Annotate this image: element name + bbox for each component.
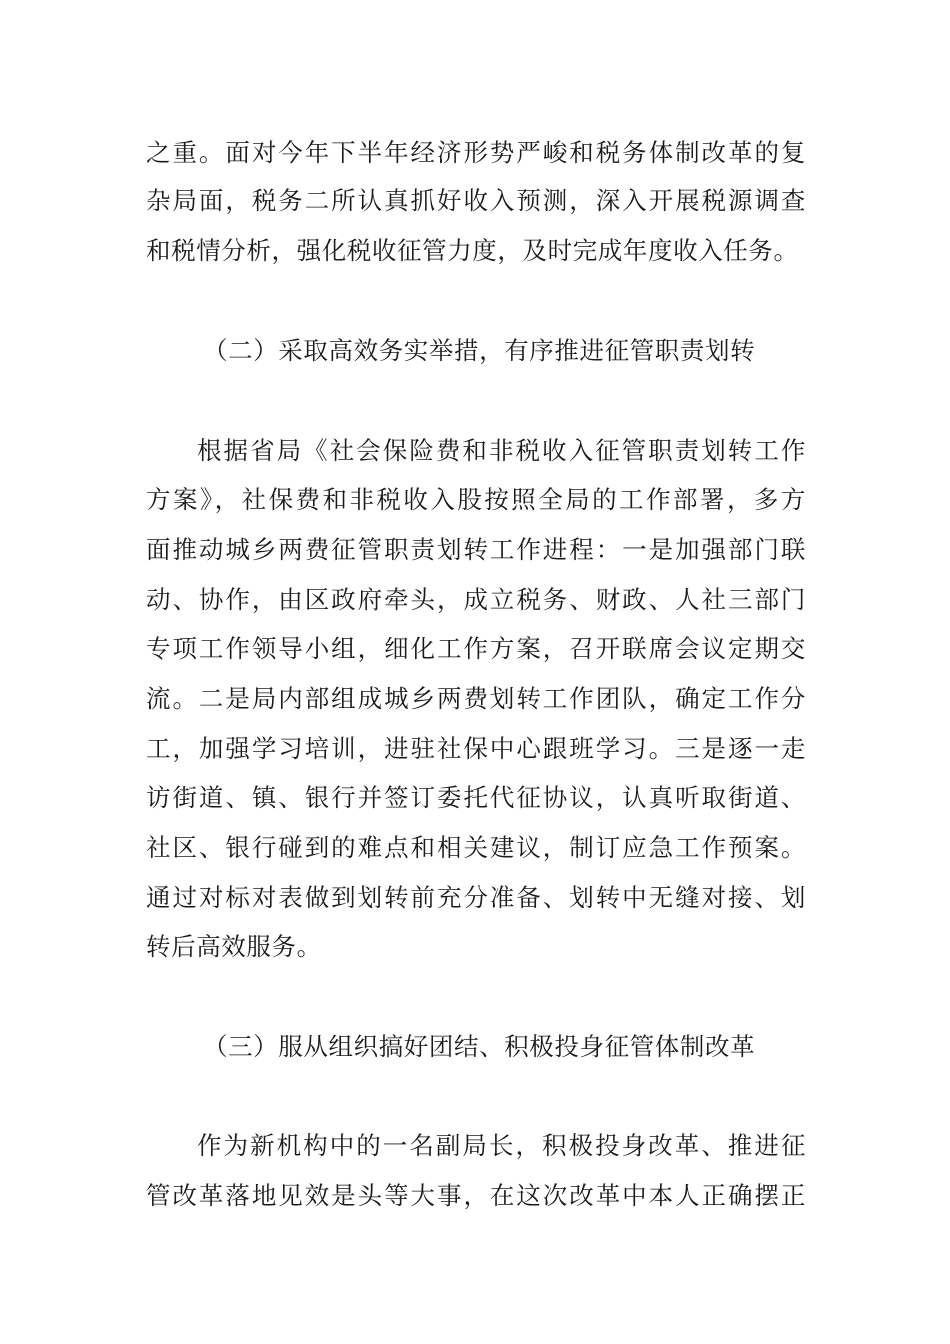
- section-heading-2: （二）采取高效务实举措，有序推进征管职责划转: [203, 336, 756, 365]
- paragraph-1-line-2: 杂局面，税务二所认真抓好收入预测，深入开展税源调查: [146, 186, 806, 215]
- paragraph-2-line-5: 专项工作领导小组，细化工作方案，召开联席会议定期交: [146, 634, 806, 663]
- paragraph-1-line-1: 之重。面对今年下半年经济形势严峻和税务体制改革的复: [146, 138, 806, 167]
- paragraph-2-line-8: 访街道、镇、银行并签订委托代征协议，认真听取街道、: [146, 783, 806, 812]
- paragraph-2-line-1: 根据省局《社会保险费和非税收入征管职责划转工作: [197, 436, 806, 465]
- paragraph-2-line-9: 社区、银行碰到的难点和相关建议，制订应急工作预案。: [146, 833, 806, 862]
- paragraph-3-line-1: 作为新机构中的一名副局长，积极投身改革、推进征: [197, 1131, 806, 1160]
- paragraph-3-line-2: 管改革落地见效是头等大事，在这次改革中本人正确摆正: [146, 1181, 806, 1210]
- paragraph-1-line-3: 和税情分析，强化税收征管力度，及时完成年度收入任务。: [146, 236, 799, 265]
- paragraph-2-line-11: 转后高效服务。: [146, 932, 322, 961]
- paragraph-2-line-10: 通过对标对表做到划转前充分准备、划转中无缝对接、划: [146, 883, 806, 912]
- paragraph-2-line-4: 动、协作，由区政府牵头，成立税务、财政、人社三部门: [146, 585, 806, 614]
- paragraph-2-line-3: 面推动城乡两费征管职责划转工作进程：一是加强部门联: [146, 535, 806, 564]
- paragraph-2-line-7: 工，加强学习培训，进驻社保中心跟班学习。三是逐一走: [146, 734, 806, 763]
- paragraph-2-line-2: 方案》，社保费和非税收入股按照全局的工作部署，多方: [146, 485, 806, 514]
- paragraph-2-line-6: 流。二是局内部组成城乡两费划转工作团队，确定工作分: [146, 684, 806, 713]
- section-heading-3: （三）服从组织搞好团结、积极投身征管体制改革: [203, 1032, 756, 1061]
